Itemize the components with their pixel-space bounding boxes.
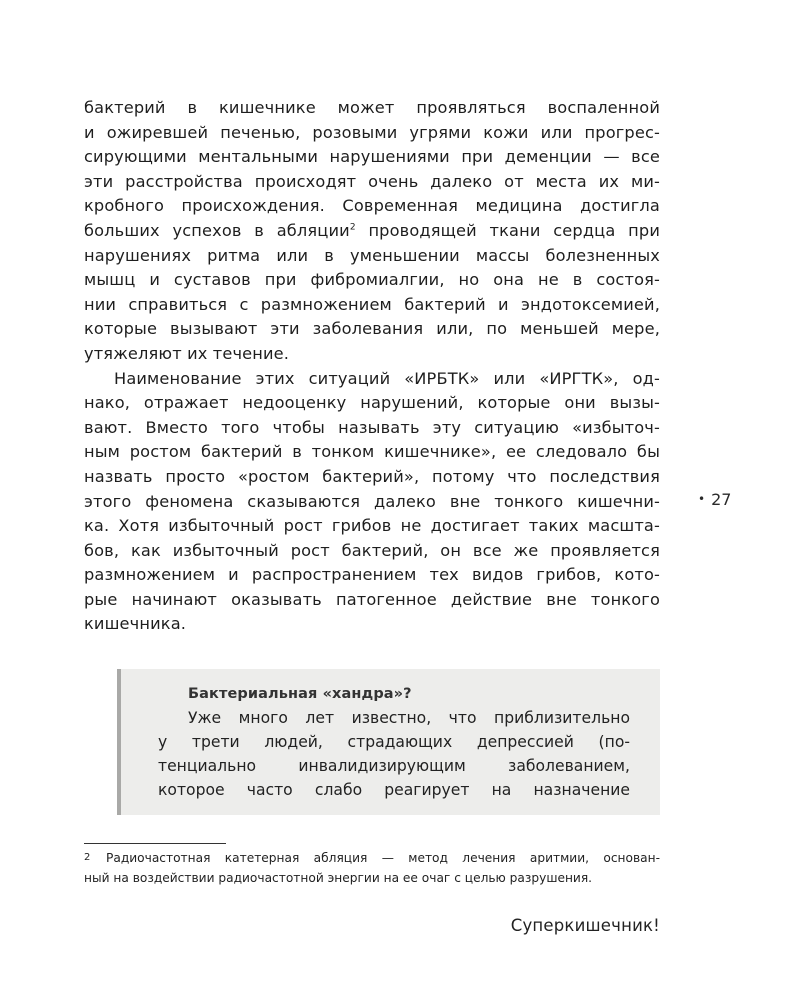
text-line: размножением и распространением тех видов грибов, кото- (84, 565, 660, 585)
footnote-line (84, 848, 660, 868)
text-line: рые начинают оказывать патогенное действие вне тонкого (84, 589, 660, 609)
sidebar-line: которое часто слабо реагирует на назначение (158, 781, 630, 799)
text-line: утяжеляют их течение. (84, 343, 290, 363)
running-footer: Суперкишечник! (510, 916, 660, 935)
sidebar-line: тенциально инвалидизирующим заболеванием, (158, 757, 630, 775)
footnote-divider (84, 843, 226, 844)
footnote-text: Радиочастотная катетерная абляция — метод лечения аритмии, основан- (106, 851, 660, 865)
sidebar-box (117, 669, 660, 815)
text-line-with-footnote (84, 219, 660, 244)
footnote-reference[interactable]: 2 (349, 222, 356, 233)
text-line: ка. Хотя избыточный рост грибов не достигает таких масшта- (84, 516, 660, 536)
text-line: этого феномена сказываются далеко вне тонкого кишечни- (84, 491, 660, 511)
text-line: мышц и суставов при фибромиалгии, но она не в состоя- (84, 270, 660, 290)
text-line: кишечника. (84, 614, 187, 634)
text-line: бактерий в кишечнике может проявляться воспаленной (84, 98, 660, 117)
text-line: бов, как избыточный рост бактерий, он все же проявляется (84, 540, 660, 560)
sidebar-line: у трети людей, страдающих депрессией (по- (158, 733, 630, 751)
text-line: Наименование этих ситуаций «ИРБТК» или «ИРГТК», од- (114, 368, 660, 388)
footnote-line: ный на воздействии радиочастотной энергии на ее очаг с целью разрушения. (84, 871, 593, 885)
text-line: которые вызывают эти заболевания или, по меньшей мере, (84, 319, 660, 339)
paragraph-1 (84, 96, 660, 367)
footnote-marker: 2 (84, 852, 91, 863)
text-fragment: проводящей ткани сердца при (355, 220, 660, 240)
text-line: нако, отражает недооценку нарушений, которые они вызы- (84, 393, 660, 413)
text-line: и ожиревшей печенью, розовыми угрями кожи или прогрес- (84, 122, 660, 142)
text-line: эти расстройства происходят очень далеко от места их ми- (84, 171, 660, 191)
text-fragment: больших успехов в абляции (84, 220, 350, 240)
text-line: сирующими ментальными нарушениями при деменции — все (84, 147, 660, 167)
text-line: нарушениях ритма или в уменьшении массы болезненных (84, 245, 660, 265)
sidebar-line: Уже много лет известно, что приблизительно (188, 709, 630, 727)
footnote (84, 848, 660, 888)
sidebar-body (158, 706, 630, 802)
text-line: ным ростом бактерий в тонком кишечнике», ее следовало бы (84, 442, 660, 462)
text-line: вают. Вместо того чтобы называть эту ситуацию «избыточ- (84, 417, 660, 437)
text-line: кробного происхождения. Современная медицина достигла (84, 196, 660, 216)
sidebar-title: Бактериальная «хандра»? (188, 686, 412, 702)
bullet-icon: • (698, 492, 706, 506)
text-line: нии справиться с размножением бактерий и эндотоксемией, (84, 294, 660, 314)
text-line: назвать просто «ростом бактерий», потому что последствия (84, 466, 660, 486)
main-text-body (84, 96, 660, 637)
page-number-value: 27 (711, 490, 732, 509)
page-number (698, 490, 731, 509)
paragraph-2 (84, 367, 660, 638)
